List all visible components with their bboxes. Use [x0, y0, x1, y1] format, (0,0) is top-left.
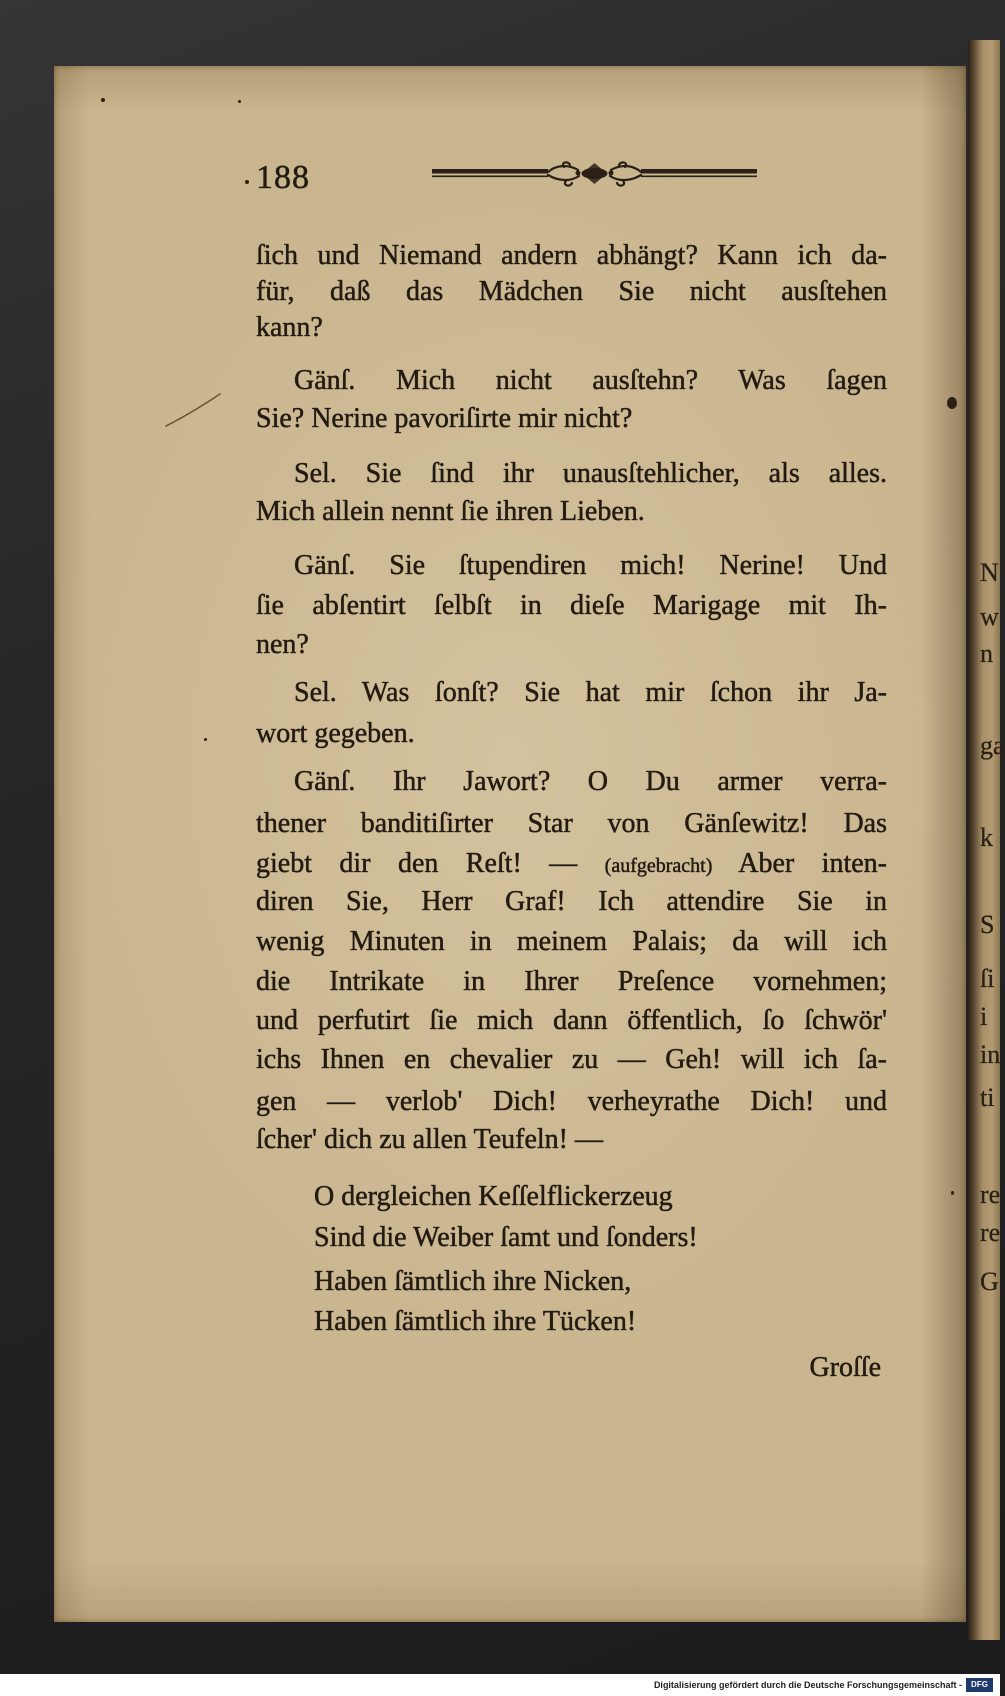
adjacent-page-fragment: re: [980, 1180, 1001, 1209]
digitization-credit-bar: [0, 1674, 1000, 1696]
paper-scratch: [160, 388, 224, 432]
text-segment: Aber inten-: [738, 848, 887, 879]
adjacent-page-fragment: i: [980, 1002, 988, 1031]
adjacent-page-fragment: ſi: [980, 964, 995, 993]
text-line: Gänſ. Mich nicht ausſtehn? Was ſagen: [294, 365, 887, 396]
text-line: und perfutirt ſie mich dann öffentlich, ſo ſchwör': [256, 1005, 887, 1036]
text-line: [256, 846, 887, 882]
adjacent-page-fragment: N: [980, 558, 999, 587]
adjacent-page-fragment: w: [980, 602, 999, 631]
text-line: die Intrikate in Ihrer Preſence vornehmen;: [256, 966, 887, 997]
adjacent-page-fragment: ti: [980, 1083, 995, 1112]
text-line: Mich allein nennt ſie ihren Lieben.: [256, 496, 645, 527]
funding-credit-text: Digitalisierung gefördert durch die Deutsche Forschungsgemeinschaft -: [653, 1680, 962, 1690]
text-line: wenig Minuten in meinem Palais; da will ich: [256, 926, 887, 957]
verse-line: O dergleichen Keſſelflickerzeug: [314, 1181, 673, 1212]
ink-speck: [204, 738, 207, 741]
ink-speck: [245, 180, 249, 184]
text-line: nen?: [256, 629, 309, 660]
adjacent-page-fragment: n: [980, 639, 993, 668]
text-line: Sel. Sie ſind ihr unausſtehlicher, als alles.: [294, 458, 887, 489]
text-line: ichs Ihnen en chevalier zu — Geh! will ich ſa-: [256, 1044, 887, 1075]
text-segment: giebt dir den Reſt! —: [256, 848, 578, 879]
ink-speck: [101, 98, 105, 102]
page-number: 188: [256, 159, 310, 196]
adjacent-page-fragment: k: [980, 823, 993, 852]
adjacent-page-fragment: ga: [980, 731, 1005, 760]
stage-direction: (aufgebracht): [604, 855, 713, 877]
ink-speck: [951, 1191, 954, 1195]
verse-line: Haben ſämtlich ihre Nicken,: [314, 1266, 632, 1297]
ink-speck: [238, 100, 241, 103]
text-line: thener banditiſirter Star von Gänſewitz! Das: [256, 808, 887, 839]
text-line: Sie? Nerine pavoriſirte mir nicht?: [256, 403, 633, 434]
adjacent-page-edge: [968, 40, 1005, 1640]
text-line: ſcher' dich zu allen Teufeln! —: [256, 1124, 603, 1155]
text-line: ſie abſentirt ſelbſt in dieſe Marigage mit Ih-: [256, 590, 887, 621]
ornamental-rule-icon: [432, 161, 757, 189]
text-line: gen — verlob' Dich! verheyrathe Dich! und: [256, 1086, 887, 1117]
text-line: wort gegeben.: [256, 718, 415, 749]
catchword: Groſſe: [809, 1352, 881, 1383]
text-line: diren Sie, Herr Graf! Ich attendire Sie in: [256, 886, 887, 917]
text-line: Sel. Was ſonſt? Sie hat mir ſchon ihr Ja-: [294, 677, 887, 708]
verse-line: Sind die Weiber ſamt und ſonders!: [314, 1222, 698, 1253]
text-line: ſich und Niemand andern abhängt? Kann ich da-: [256, 240, 887, 271]
adjacent-page-fragment: re: [980, 1218, 1001, 1247]
adjacent-page-fragment: S: [980, 910, 995, 939]
verse-line: Haben ſämtlich ihre Tücken!: [314, 1306, 637, 1337]
adjacent-page-fragment: G: [980, 1267, 999, 1296]
adjacent-page-fragment: in: [980, 1040, 1001, 1069]
dfg-logo-icon: DFG: [966, 1678, 993, 1692]
text-line: kann?: [256, 312, 323, 343]
ink-blot: [947, 397, 957, 409]
text-line: für, daß das Mädchen Sie nicht ausſtehen: [256, 276, 887, 307]
text-line: Gänſ. Ihr Jawort? O Du armer verra-: [294, 766, 887, 797]
text-line: Gänſ. Sie ſtupendiren mich! Nerine! Und: [294, 550, 887, 581]
